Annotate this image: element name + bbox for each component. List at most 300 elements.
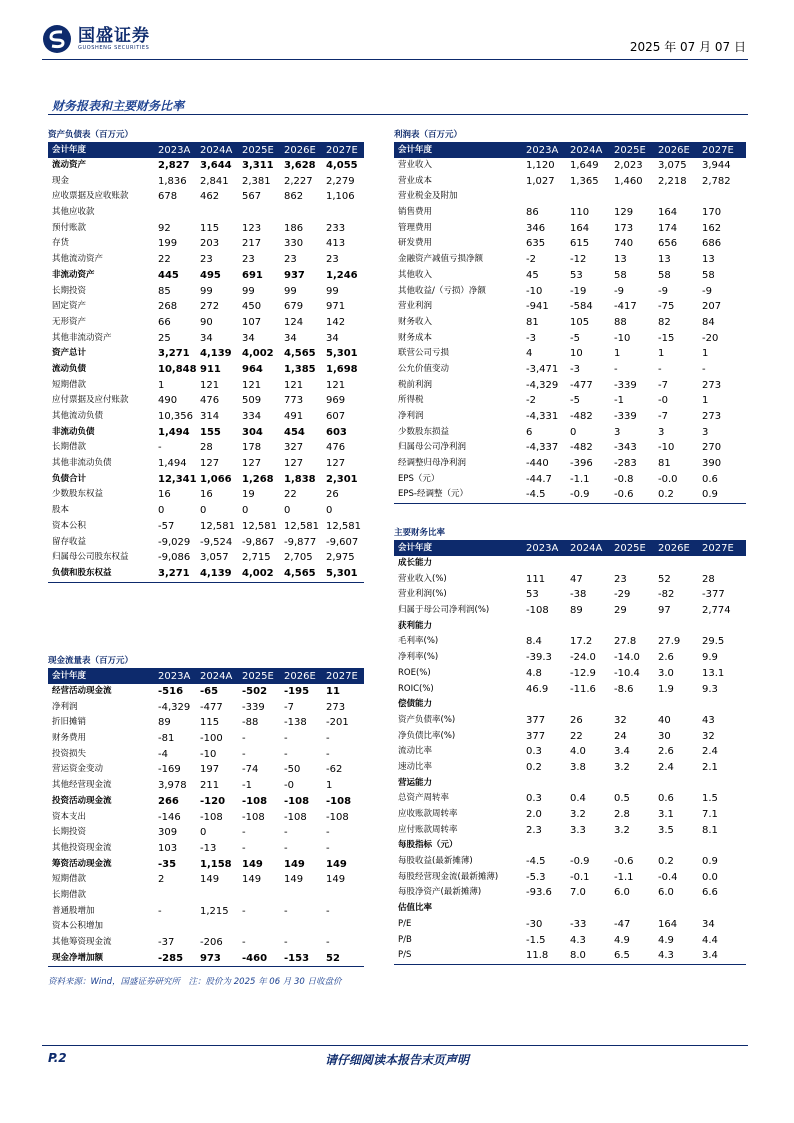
table-row (48, 503, 364, 519)
row-label: 其他经营现金流 (52, 780, 112, 791)
year-column-header: 2023A (158, 145, 191, 156)
cell-value: -941 (526, 301, 549, 313)
cell-value: 0 (200, 505, 207, 517)
cell-value: 13.1 (702, 667, 725, 679)
cell-value: 773 (284, 395, 304, 407)
cell-value: 164 (570, 222, 590, 234)
row-label: 资产总计 (52, 348, 87, 359)
row-label: 无形资产 (52, 316, 87, 327)
cell-value: 509 (242, 395, 262, 407)
cell-value (658, 189, 702, 205)
cell-value: 30 (658, 730, 671, 742)
cell-value: -10 (614, 332, 631, 344)
row-label: 股本 (52, 505, 70, 516)
row-label: 归属于母公司净利润(%) (398, 605, 490, 616)
cell-value: -283 (614, 458, 637, 470)
cell-value: 346 (526, 222, 546, 234)
cell-value: 4 (526, 348, 533, 360)
cell-value (158, 919, 200, 935)
cell-value: 1,649 (570, 160, 599, 171)
cell-value: 89 (158, 717, 171, 729)
row-label: ROE(%) (398, 667, 431, 678)
cell-value: 123 (242, 222, 262, 234)
cell-value: 0 (200, 827, 207, 839)
table-row (48, 189, 364, 205)
table-row (394, 948, 746, 965)
cell-value: 1 (158, 379, 165, 391)
table-row (394, 682, 746, 698)
cell-value: 174 (658, 222, 678, 234)
cell-value: 4,002 (242, 348, 274, 360)
cell-value: 164 (658, 207, 678, 219)
cell-value: -0.6 (614, 489, 634, 501)
row-label: 长期投资 (52, 827, 87, 838)
cell-value: -12.9 (570, 667, 596, 679)
table-row (394, 205, 746, 221)
table-row (48, 362, 364, 378)
table-row (394, 634, 746, 650)
source-note: 资料来源：Wind，国盛证券研究所 注：股价为 2025 年 06 月 30 日收盘价 (48, 977, 342, 987)
cell-value: 0.6 (702, 473, 718, 485)
cell-value: 1 (326, 780, 333, 792)
cell-value: 0.2 (658, 489, 674, 501)
cell-value: -343 (614, 442, 637, 454)
cell-value: 149 (284, 874, 304, 886)
cell-value: -93.6 (526, 887, 552, 899)
cell-value: -4.5 (526, 856, 546, 868)
cell-value: -13 (200, 842, 217, 854)
table-row (394, 315, 746, 331)
cell-value: 17.2 (570, 636, 593, 648)
row-label: 经调整归母净利润 (398, 458, 467, 469)
cell-value: 971 (326, 301, 346, 313)
cell-value: 3.2 (614, 824, 630, 836)
row-label: EPS（元） (398, 473, 440, 484)
cell-value: 273 (326, 701, 346, 713)
table-row (48, 700, 364, 716)
cell-value: -206 (200, 937, 223, 948)
cell-value: 12,581 (200, 520, 235, 532)
table-row (48, 456, 364, 472)
cell-value: -35 (158, 858, 177, 870)
cell-value: -153 (284, 952, 310, 964)
cell-value: 3,057 (200, 552, 229, 564)
cell-value (158, 888, 200, 904)
cell-value (614, 556, 658, 572)
cell-value: 6.0 (614, 887, 630, 899)
table-row (394, 189, 746, 205)
cell-value: 178 (242, 442, 262, 454)
cell-value: 1,698 (326, 363, 358, 375)
cell-value: 4.3 (570, 934, 586, 946)
cell-value (614, 697, 658, 713)
cell-value: -37 (158, 937, 175, 948)
cell-value: 24 (614, 730, 627, 742)
row-label: P/S (398, 950, 412, 961)
row-label: P/B (398, 934, 412, 945)
cell-value: 491 (284, 411, 304, 422)
cell-value: 89 (570, 605, 583, 617)
cell-value (658, 556, 702, 572)
cell-value: -10 (526, 285, 543, 297)
cell-value: 3,978 (158, 780, 187, 792)
cell-value: -4,331 (526, 411, 559, 422)
row-label: 资本公积增加 (52, 921, 104, 932)
table-row (394, 901, 746, 917)
cell-value: -4,329 (158, 701, 191, 713)
cell-value: -108 (200, 811, 223, 823)
year-column-header: 2025E (614, 145, 646, 156)
cell-value: 0 (242, 505, 249, 517)
cell-value: -482 (570, 442, 593, 454)
cell-value: - (242, 937, 246, 948)
cell-value: 2,705 (284, 552, 313, 564)
row-label: 其他收益/（亏损）净额 (398, 285, 486, 296)
cell-value: - (702, 363, 706, 375)
table-header-row (394, 143, 746, 158)
cell-value (200, 205, 242, 221)
header-label: 会计年度 (398, 145, 433, 155)
row-label: 每股收益(最新摊薄) (398, 856, 473, 867)
row-label: 其他投资现金流 (52, 842, 112, 853)
table-row (48, 331, 364, 347)
cell-value: -0 (284, 780, 294, 792)
cell-value: 4,139 (200, 348, 232, 360)
cell-value: 97 (658, 605, 671, 617)
cell-value: - (284, 827, 288, 839)
cell-value (702, 838, 746, 854)
cell-value: - (158, 442, 162, 454)
table-row (394, 346, 746, 362)
cell-value: -285 (158, 952, 184, 964)
row-label: 应付票据及应付账款 (52, 395, 129, 406)
row-label: 研发费用 (398, 238, 433, 249)
cell-value (702, 619, 746, 635)
cell-value: 186 (284, 222, 304, 234)
cell-value: 273 (702, 379, 722, 391)
brand-name-cn: 国盛证券 (78, 26, 150, 46)
table-row (48, 566, 364, 583)
table-title: 现金流量表（百万元） (48, 654, 364, 669)
cell-value: -339 (242, 701, 265, 713)
row-label: 归属母公司股东权益 (52, 552, 129, 563)
cell-value: 27.9 (658, 636, 681, 648)
cell-value: 124 (284, 316, 304, 328)
cell-value: 155 (200, 426, 221, 438)
cell-value: 964 (242, 363, 263, 375)
cell-value: - (658, 363, 662, 375)
table-row (48, 440, 364, 456)
cell-value: -482 (570, 411, 593, 422)
row-label: 营业收入 (398, 160, 433, 170)
row-label: 负债和股东权益 (52, 567, 112, 578)
cash-flow-table (48, 654, 364, 967)
table-row (394, 603, 746, 619)
cell-value: 3,271 (158, 567, 190, 579)
cell-value: 4.9 (614, 934, 630, 946)
table-row (394, 362, 746, 378)
cell-value: 34 (200, 332, 213, 344)
cell-value: 23 (200, 254, 213, 266)
table-row (394, 440, 746, 456)
cell-value: 0.2 (658, 856, 674, 868)
cell-value: -81 (158, 733, 175, 745)
cell-value: 25 (158, 332, 171, 344)
cell-value: 0.5 (614, 793, 630, 805)
cell-value: 105 (570, 316, 590, 328)
cell-value: - (326, 905, 330, 917)
cell-value (526, 189, 570, 205)
cell-value: 314 (200, 411, 220, 422)
table-row (394, 425, 746, 441)
cell-value: 678 (158, 191, 178, 203)
cell-value: -4 (158, 748, 168, 760)
cell-value: 99 (326, 285, 339, 297)
cell-value: -65 (200, 686, 219, 697)
cell-value: -38 (570, 589, 587, 601)
cell-value: -3 (526, 332, 536, 344)
cell-value: 9.9 (702, 652, 718, 664)
row-label: 公允价值变动 (398, 363, 450, 374)
cell-value: -50 (284, 764, 301, 776)
cell-value: 2,301 (326, 473, 358, 485)
cell-value: -19 (570, 285, 587, 297)
cell-value: 12,341 (158, 473, 197, 485)
cell-value: 26 (570, 714, 583, 726)
table-row (48, 487, 364, 503)
cell-value: 1,158 (200, 858, 232, 870)
header-label: 会计年度 (398, 543, 433, 553)
cell-value: 268 (158, 301, 178, 313)
cell-value: 4.0 (570, 746, 586, 758)
cell-value: 0.9 (702, 856, 718, 868)
cell-value: 973 (200, 952, 221, 964)
cell-value: 66 (158, 316, 171, 328)
cell-value (570, 619, 614, 635)
cell-value: 0.3 (526, 746, 542, 758)
cell-value: -15 (658, 332, 675, 344)
cell-value: -8.6 (614, 683, 634, 695)
year-column-header: 2025E (242, 145, 274, 156)
cell-value (702, 556, 746, 572)
cell-value: -339 (614, 411, 637, 422)
cell-value: 12,581 (284, 520, 319, 532)
table-row (48, 535, 364, 551)
row-label: 营运能力 (398, 777, 433, 788)
row-label: 成长能力 (398, 558, 433, 568)
cell-value: -108 (326, 795, 352, 807)
cell-value (702, 697, 746, 713)
cell-value (570, 189, 614, 205)
row-label: 普通股增加 (52, 905, 95, 916)
table-row (394, 456, 746, 472)
table-row (394, 284, 746, 300)
cell-value: -1.1 (614, 871, 634, 883)
cell-value: 3.3 (570, 824, 586, 836)
cell-value: 82 (658, 316, 671, 328)
cell-value: 0.9 (702, 489, 718, 501)
cell-value: 679 (284, 301, 304, 313)
cell-value: -9,607 (326, 536, 359, 548)
cell-value: -4,329 (526, 379, 559, 391)
cell-value: 3.4 (702, 950, 718, 962)
cell-value: 127 (326, 458, 346, 470)
cell-value: - (326, 733, 330, 745)
table-row (394, 650, 746, 666)
cell-value: 162 (702, 222, 722, 234)
cell-value: -74 (242, 764, 259, 776)
cell-value: 149 (242, 874, 262, 886)
row-label: 资产负债率(%) (398, 714, 456, 725)
cell-value (570, 697, 614, 713)
cell-value: 5,301 (326, 348, 358, 360)
cell-value (526, 619, 570, 635)
cell-value: - (242, 827, 246, 839)
cell-value: 28 (200, 442, 213, 454)
cell-value: -108 (284, 811, 307, 823)
cell-value: 149 (326, 874, 346, 886)
cell-value: -108 (242, 795, 268, 807)
year-column-header: 2027E (702, 145, 734, 156)
cell-value: -120 (200, 795, 226, 807)
year-column-header: 2027E (326, 145, 358, 156)
cell-value: -0.6 (614, 856, 634, 868)
table-row (394, 472, 746, 488)
table-row (394, 487, 746, 504)
cell-value (570, 838, 614, 854)
year-column-header: 2025E (242, 671, 274, 682)
row-label: 金融资产减值亏损净额 (398, 254, 484, 265)
cell-value: -0.9 (570, 489, 590, 501)
year-column-header: 2027E (702, 543, 734, 554)
cell-value: 13 (614, 254, 627, 266)
cell-value: 23 (284, 254, 297, 266)
cell-value: -11.6 (570, 683, 596, 695)
cell-value: 99 (200, 285, 213, 297)
cell-value: -9 (702, 285, 712, 297)
table-title: 主要财务比率 (394, 526, 746, 541)
table-row (394, 299, 746, 315)
cell-value: - (284, 905, 288, 917)
row-label: 估值比率 (398, 903, 433, 914)
row-label: 长期借款 (52, 442, 87, 453)
cell-value: -516 (158, 686, 184, 697)
cell-value (614, 901, 658, 917)
cell-value: -502 (242, 686, 268, 697)
cell-value: 4,565 (284, 567, 316, 579)
cell-value: 330 (284, 238, 304, 250)
year-column-header: 2024A (570, 145, 603, 156)
cell-value: 2,279 (326, 175, 355, 187)
cell-value: 1,246 (326, 269, 358, 281)
financial-ratios-table (394, 526, 746, 965)
cell-value: -5.3 (526, 871, 546, 883)
cell-value: 1,268 (242, 473, 274, 485)
cell-value: 0 (570, 426, 577, 438)
row-label: 所得税 (398, 395, 424, 406)
table-row (48, 315, 364, 331)
cell-value: 4,002 (242, 567, 274, 579)
cell-value (614, 838, 658, 854)
cell-value: 3 (614, 426, 621, 438)
table-row (394, 838, 746, 854)
cell-value: 1,494 (158, 458, 187, 470)
table-row (48, 951, 364, 968)
cell-value (658, 901, 702, 917)
cell-value: 99 (242, 285, 255, 297)
table-row (48, 519, 364, 535)
cell-value: 0 (284, 505, 291, 517)
table-row (48, 268, 364, 284)
cell-value: -108 (326, 811, 349, 823)
cell-value: 266 (158, 795, 179, 807)
cell-value: 53 (526, 589, 539, 601)
cell-value (526, 776, 570, 792)
cell-value: 3.1 (658, 809, 674, 820)
cell-value: -33 (570, 918, 587, 930)
cell-value: 92 (158, 222, 171, 234)
cell-value: 52 (326, 952, 340, 964)
table-row (48, 550, 364, 566)
table-row (48, 810, 364, 826)
cell-value: 4.4 (702, 934, 718, 946)
year-column-header: 2024A (200, 145, 233, 156)
cell-value: 476 (200, 395, 220, 407)
row-label: 折旧摊销 (52, 717, 87, 728)
row-label: 短期借款 (52, 874, 87, 885)
table-row (48, 684, 364, 700)
cell-value: 81 (526, 316, 539, 328)
cell-value: -1.1 (570, 473, 590, 485)
cell-value: 121 (326, 379, 346, 391)
cell-value: -82 (658, 589, 675, 601)
cell-value: 127 (242, 458, 262, 470)
cell-value (526, 838, 570, 854)
table-row (394, 854, 746, 870)
cell-value: -108 (242, 811, 265, 823)
cell-value (242, 919, 284, 935)
cell-value: -339 (614, 379, 637, 391)
row-label: 其他流动负债 (52, 411, 104, 421)
cell-value (526, 901, 570, 917)
cell-value: 334 (242, 411, 262, 422)
cell-value: - (326, 748, 330, 760)
cell-value: 377 (526, 714, 546, 726)
section-divider (48, 114, 748, 115)
cell-value: 2,023 (614, 160, 643, 171)
cell-value: - (326, 937, 330, 948)
cell-value: 88 (614, 316, 627, 328)
row-label: 营业利润 (398, 301, 433, 312)
cell-value: 3 (658, 426, 665, 438)
table-row (394, 870, 746, 886)
row-label: 非流动资产 (52, 269, 95, 280)
cell-value: 490 (158, 395, 178, 407)
row-label: 其他应收款 (52, 207, 95, 218)
table-row (394, 252, 746, 268)
table-header-row (48, 143, 364, 158)
cell-value (614, 189, 658, 205)
cell-value: 29 (614, 605, 627, 617)
row-label: 现金净增加额 (52, 952, 104, 963)
row-label: 存货 (52, 238, 70, 249)
cell-value: 26 (326, 489, 339, 501)
cell-value: 2.1 (702, 761, 718, 773)
cell-value: 1,215 (200, 905, 229, 917)
row-label: 其他流动资产 (52, 254, 104, 265)
year-column-header: 2026E (658, 543, 690, 554)
cell-value: -9,029 (158, 536, 191, 548)
